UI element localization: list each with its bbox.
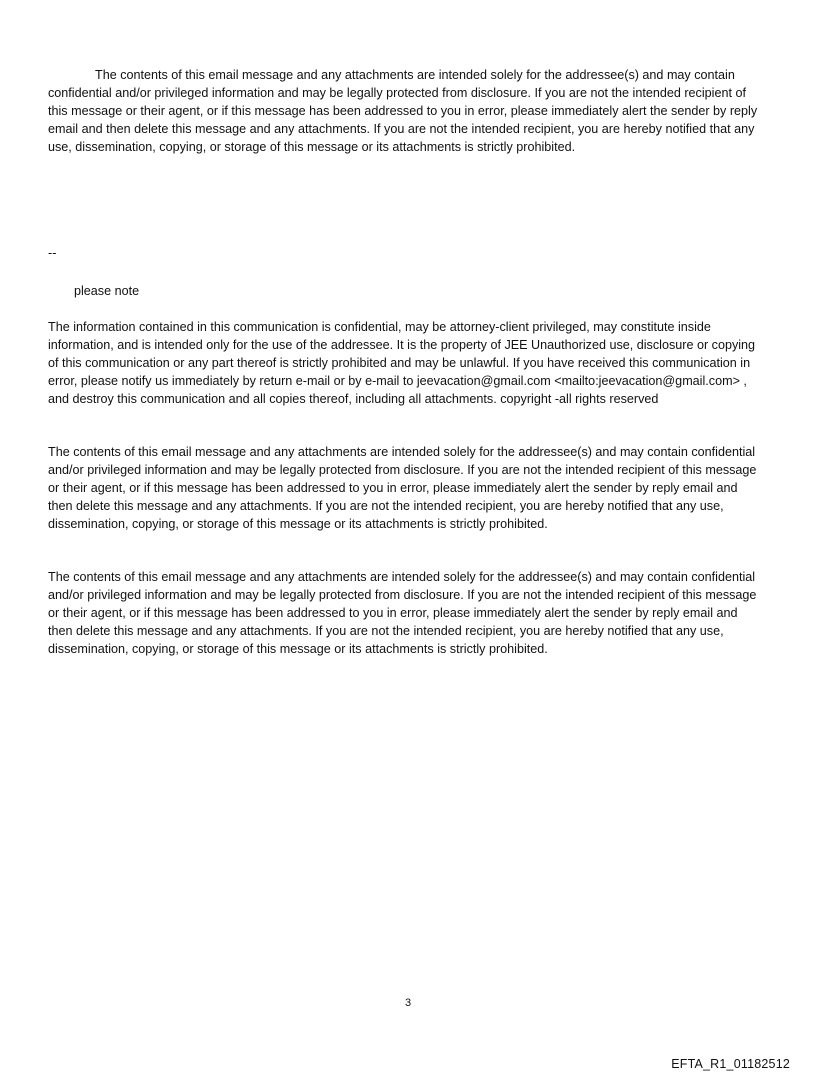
confidentiality-notice-paragraph-repeat-1: The contents of this email message and any attachments are intended solely for the addressee(s) and may contain confidential and/or privileged information and may be legally protected from disclosure. If you are not the intended recipient of this message or their agent, or if this message has been addressed to you in error, please immediately alert the sender by reply email and then delete this message and any attachments. If you are not the intended recipient, you are hereby notified that any use, dissemination, copying, or storage of this message or its attachments is strictly prohibited.	[48, 445, 757, 531]
document-id-stamp: EFTA_R1_01182512	[671, 1057, 790, 1071]
confidentiality-notice-paragraph: The contents of this email message and any attachments are intended solely for the addressee(s) and may contain confidential and/or privileged information and may be legally protected from disclosure. If you are not the intended recipient of this message or their agent, or if this message has been addressed to you in error, please immediately alert the sender by reply email and then delete this message and any attachments. If you are not the intended recipient, you are hereby notified that any use, dissemination, copying, or storage of this message or its attachments is strictly prohibited.	[48, 68, 758, 154]
please-note-label: please note	[74, 284, 140, 298]
privileged-communication-paragraph: The information contained in this communication is confidential, may be attorney-client privileged, may constitute inside information, and is intended only for the use of the addressee. It is the property of JEE Unauthorized use, disclosure or copying of this communication or any part thereof is strictly prohibited and may be unlawful. If you have received this communication in error, please notify us immediately by return e-mail or by e-mail to jeevacation@gmail.com <mailto:jeevacation@gmail.com> , and destroy this communication and all copies thereof, including all attachments. copyright -all rights reserved	[48, 320, 756, 406]
confidentiality-notice-paragraph-repeat-2: The contents of this email message and any attachments are intended solely for the addressee(s) and may contain confidential and/or privileged information and may be legally protected from disclosure. If you are not the intended recipient of this message or their agent, or if this message has been addressed to you in error, please immediately alert the sender by reply email and then delete this message and any attachments. If you are not the intended recipient, you are hereby notified that any use, dissemination, copying, or storage of this message or its attachments is strictly prohibited.	[48, 570, 757, 656]
page-number: 3	[404, 997, 412, 1009]
signature-separator: --	[48, 246, 57, 260]
